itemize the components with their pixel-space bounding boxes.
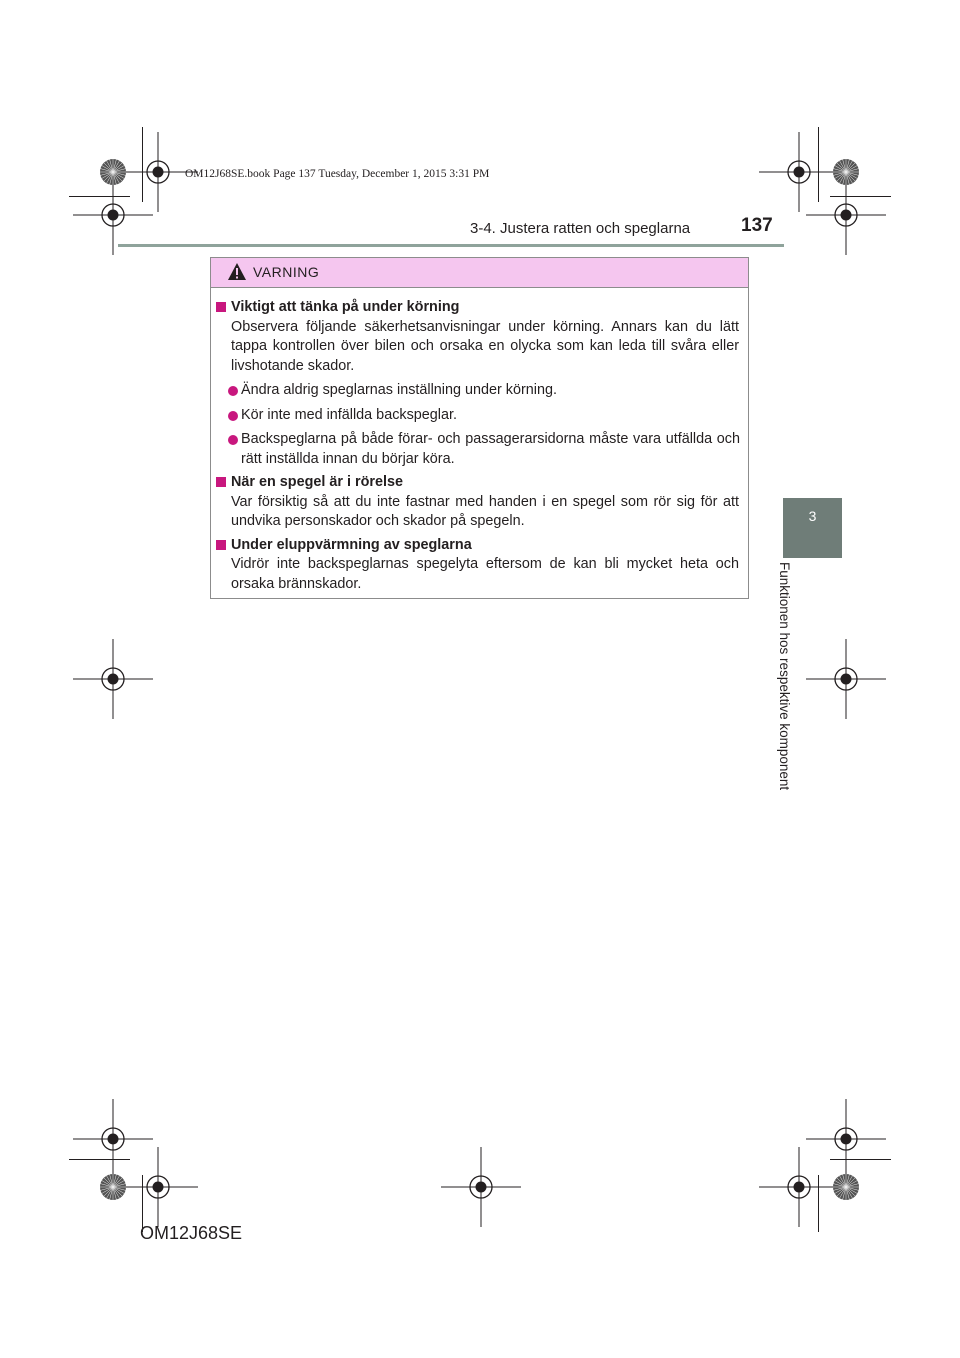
registration-mark-icon	[118, 1147, 198, 1227]
crop-mark	[818, 127, 819, 202]
warning-section-heading: Under eluppvärmning av speglarna	[231, 536, 472, 553]
chapter-label: Funktionen hos respektive komponent	[777, 562, 792, 791]
color-wheel-icon	[99, 158, 127, 186]
warning-section	[211, 473, 748, 532]
crop-mark	[142, 127, 143, 202]
list-item	[211, 381, 748, 401]
list-item	[211, 406, 748, 426]
section-title: 3-4. Justera ratten och speglarna	[470, 220, 691, 237]
round-bullet-icon	[228, 435, 238, 445]
warning-box	[210, 257, 749, 599]
warning-section-text: Var försiktig så att du inte fastnar med handen i en spegel som rör sig för att undvika personskador och skador på spegeln.	[231, 493, 739, 529]
warning-section-heading: Viktigt att tänka på under körning	[231, 299, 460, 315]
registration-mark-icon	[441, 1147, 521, 1227]
round-bullet-icon	[228, 386, 238, 396]
color-wheel-icon	[832, 1173, 860, 1201]
page-number: 137	[741, 215, 773, 236]
round-bullet-icon	[228, 411, 238, 421]
warning-section-text: Observera följande säkerhetsanvisningar under körning. Annars kan du lätt tappa kontrollen över bilen och orsaka en olycka som kan leda till svåra eller livshotande skador.	[231, 318, 739, 374]
square-bullet-icon	[216, 540, 226, 550]
square-bullet-icon	[216, 477, 226, 487]
book-info: OM12J68SE.book Page 137 Tuesday, December 1, 2015 3:31 PM	[185, 168, 490, 180]
warning-content	[211, 298, 748, 594]
crop-mark	[830, 196, 891, 197]
chapter-tab	[783, 498, 842, 558]
warning-section-heading: När en spegel är i rörelse	[231, 474, 403, 490]
manual-code: OM12J68SE	[140, 1223, 243, 1243]
warning-section	[211, 536, 748, 595]
warning-title: VARNING	[253, 264, 320, 280]
list-item-text: Ändra aldrig speglarnas inställning under körning.	[241, 382, 557, 398]
chapter-label-container	[779, 562, 805, 812]
warning-section	[211, 298, 748, 376]
list-item-text: Kör inte med infällda backspeglar.	[241, 406, 457, 423]
header-rule	[118, 244, 784, 247]
square-bullet-icon	[216, 302, 226, 312]
list-item-text: Backspeglarna på både förar- och passagerarsidorna måste vara utfällda och rätt inställda innan du börjar köra.	[241, 431, 740, 467]
crop-mark	[69, 1159, 130, 1160]
registration-mark-icon	[73, 175, 153, 255]
registration-mark-icon	[759, 1147, 839, 1227]
crop-mark	[830, 1159, 891, 1160]
crop-mark	[69, 196, 130, 197]
chapter-number: 3	[808, 508, 817, 524]
color-wheel-icon	[832, 158, 860, 186]
registration-mark-icon	[73, 639, 153, 719]
warning-section-text: Vidrör inte backspeglarnas spegelyta eftersom de kan bli mycket heta och orsaka brännskador.	[231, 556, 739, 592]
warning-triangle-icon	[227, 262, 247, 281]
registration-mark-icon	[806, 639, 886, 719]
list-item	[211, 430, 748, 469]
warning-header	[211, 258, 748, 288]
color-wheel-icon	[99, 1173, 127, 1201]
crop-mark	[818, 1175, 819, 1232]
